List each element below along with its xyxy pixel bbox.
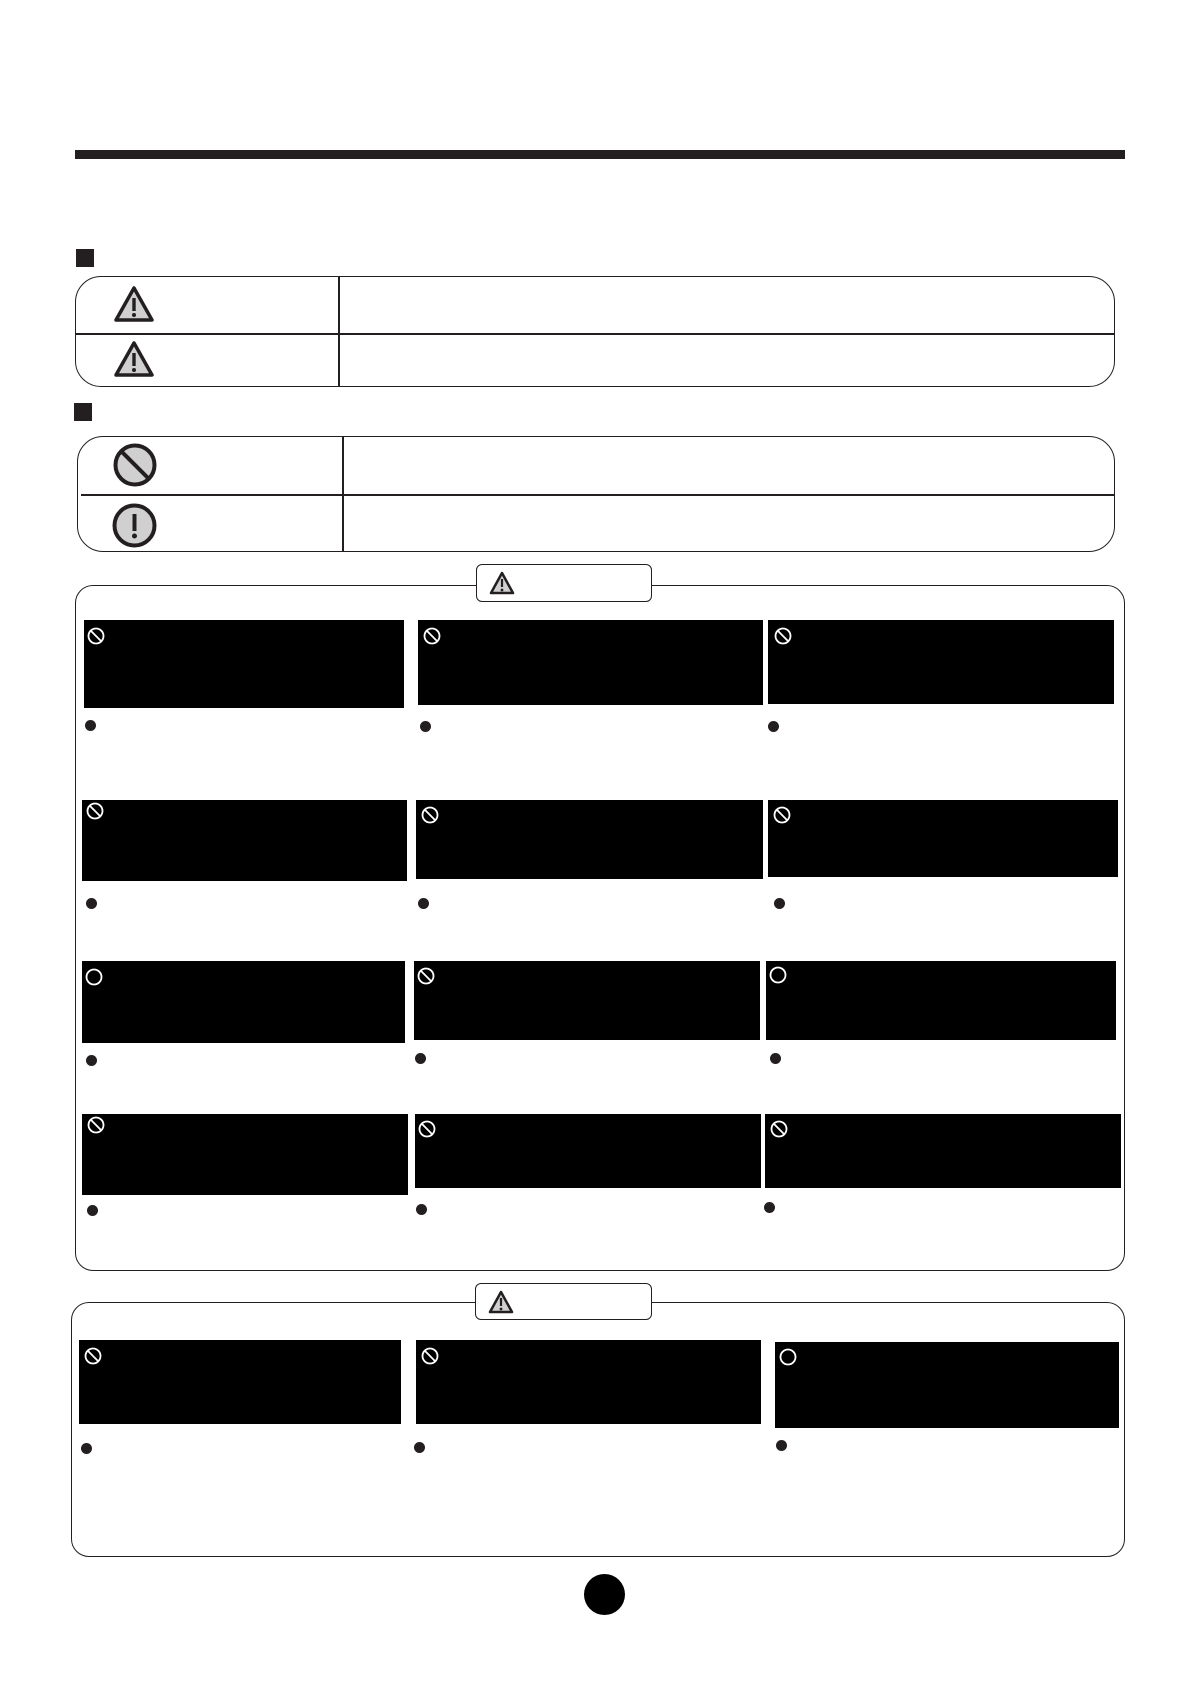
bullet	[768, 721, 779, 732]
item-title-bar	[416, 1340, 761, 1424]
bullet	[774, 898, 785, 909]
mandatory-exclamation-icon	[112, 503, 157, 548]
symbol-description-2	[355, 510, 1095, 540]
prohibition-icon	[421, 1347, 439, 1365]
bullet	[420, 721, 431, 732]
warning-triangle-icon	[488, 1290, 514, 1314]
item-title-bar	[79, 1340, 401, 1424]
item-title-bar	[418, 620, 763, 705]
prohibition-icon	[418, 1120, 436, 1138]
bullet	[85, 720, 96, 731]
item-title-bar	[775, 1342, 1119, 1428]
bullet	[414, 1442, 425, 1453]
bullet	[418, 898, 429, 909]
bullet	[770, 1053, 781, 1064]
bullet	[764, 1202, 775, 1213]
prohibition-icon	[113, 443, 157, 487]
signal-word-description-1	[350, 290, 1090, 320]
page-number-dot	[584, 1574, 625, 1615]
bullet	[415, 1053, 426, 1064]
item-title-bar	[84, 620, 404, 708]
prohibition-icon	[421, 806, 439, 824]
bullet	[81, 1443, 92, 1454]
prohibition-icon	[87, 1116, 105, 1134]
panel-2-header-tab	[475, 1283, 652, 1320]
bullet	[776, 1440, 787, 1451]
table-column-divider	[342, 436, 344, 552]
warning-triangle-icon	[113, 285, 155, 323]
item-title-bar	[414, 961, 760, 1040]
prohibition-icon	[774, 627, 792, 645]
mandatory-circle-icon	[769, 966, 787, 984]
item-title-bar	[768, 620, 1114, 704]
prohibition-icon	[423, 627, 441, 645]
item-title-bar	[82, 800, 407, 881]
panel-1-header-tab	[476, 564, 652, 602]
signal-word-description-2	[350, 345, 1090, 375]
item-title-bar	[82, 961, 405, 1043]
warning-triangle-icon	[489, 571, 515, 595]
item-title-bar	[768, 800, 1118, 877]
section-marker-signal-words	[76, 249, 94, 267]
mandatory-circle-icon	[85, 968, 103, 986]
table-divider	[81, 494, 1115, 496]
prohibition-icon	[87, 627, 105, 645]
bullet	[87, 1205, 98, 1216]
prohibition-icon	[86, 802, 104, 820]
warning-triangle-icon	[113, 340, 155, 378]
item-title-bar	[765, 1114, 1121, 1188]
header-rule	[75, 150, 1125, 159]
table-divider	[75, 333, 1115, 335]
item-title-bar	[415, 1114, 761, 1188]
section-marker-symbols	[74, 403, 92, 421]
symbol-description-1	[355, 450, 1095, 480]
item-title-bar	[82, 1114, 408, 1195]
prohibition-icon	[84, 1347, 102, 1365]
prohibition-icon	[770, 1120, 788, 1138]
item-title-bar	[766, 961, 1116, 1040]
bullet	[416, 1204, 427, 1215]
item-title-bar	[416, 800, 763, 879]
mandatory-circle-icon	[779, 1348, 797, 1366]
prohibition-icon	[773, 806, 791, 824]
bullet	[86, 898, 97, 909]
table-column-divider	[338, 276, 340, 387]
bullet	[86, 1055, 97, 1066]
prohibition-icon	[417, 967, 435, 985]
